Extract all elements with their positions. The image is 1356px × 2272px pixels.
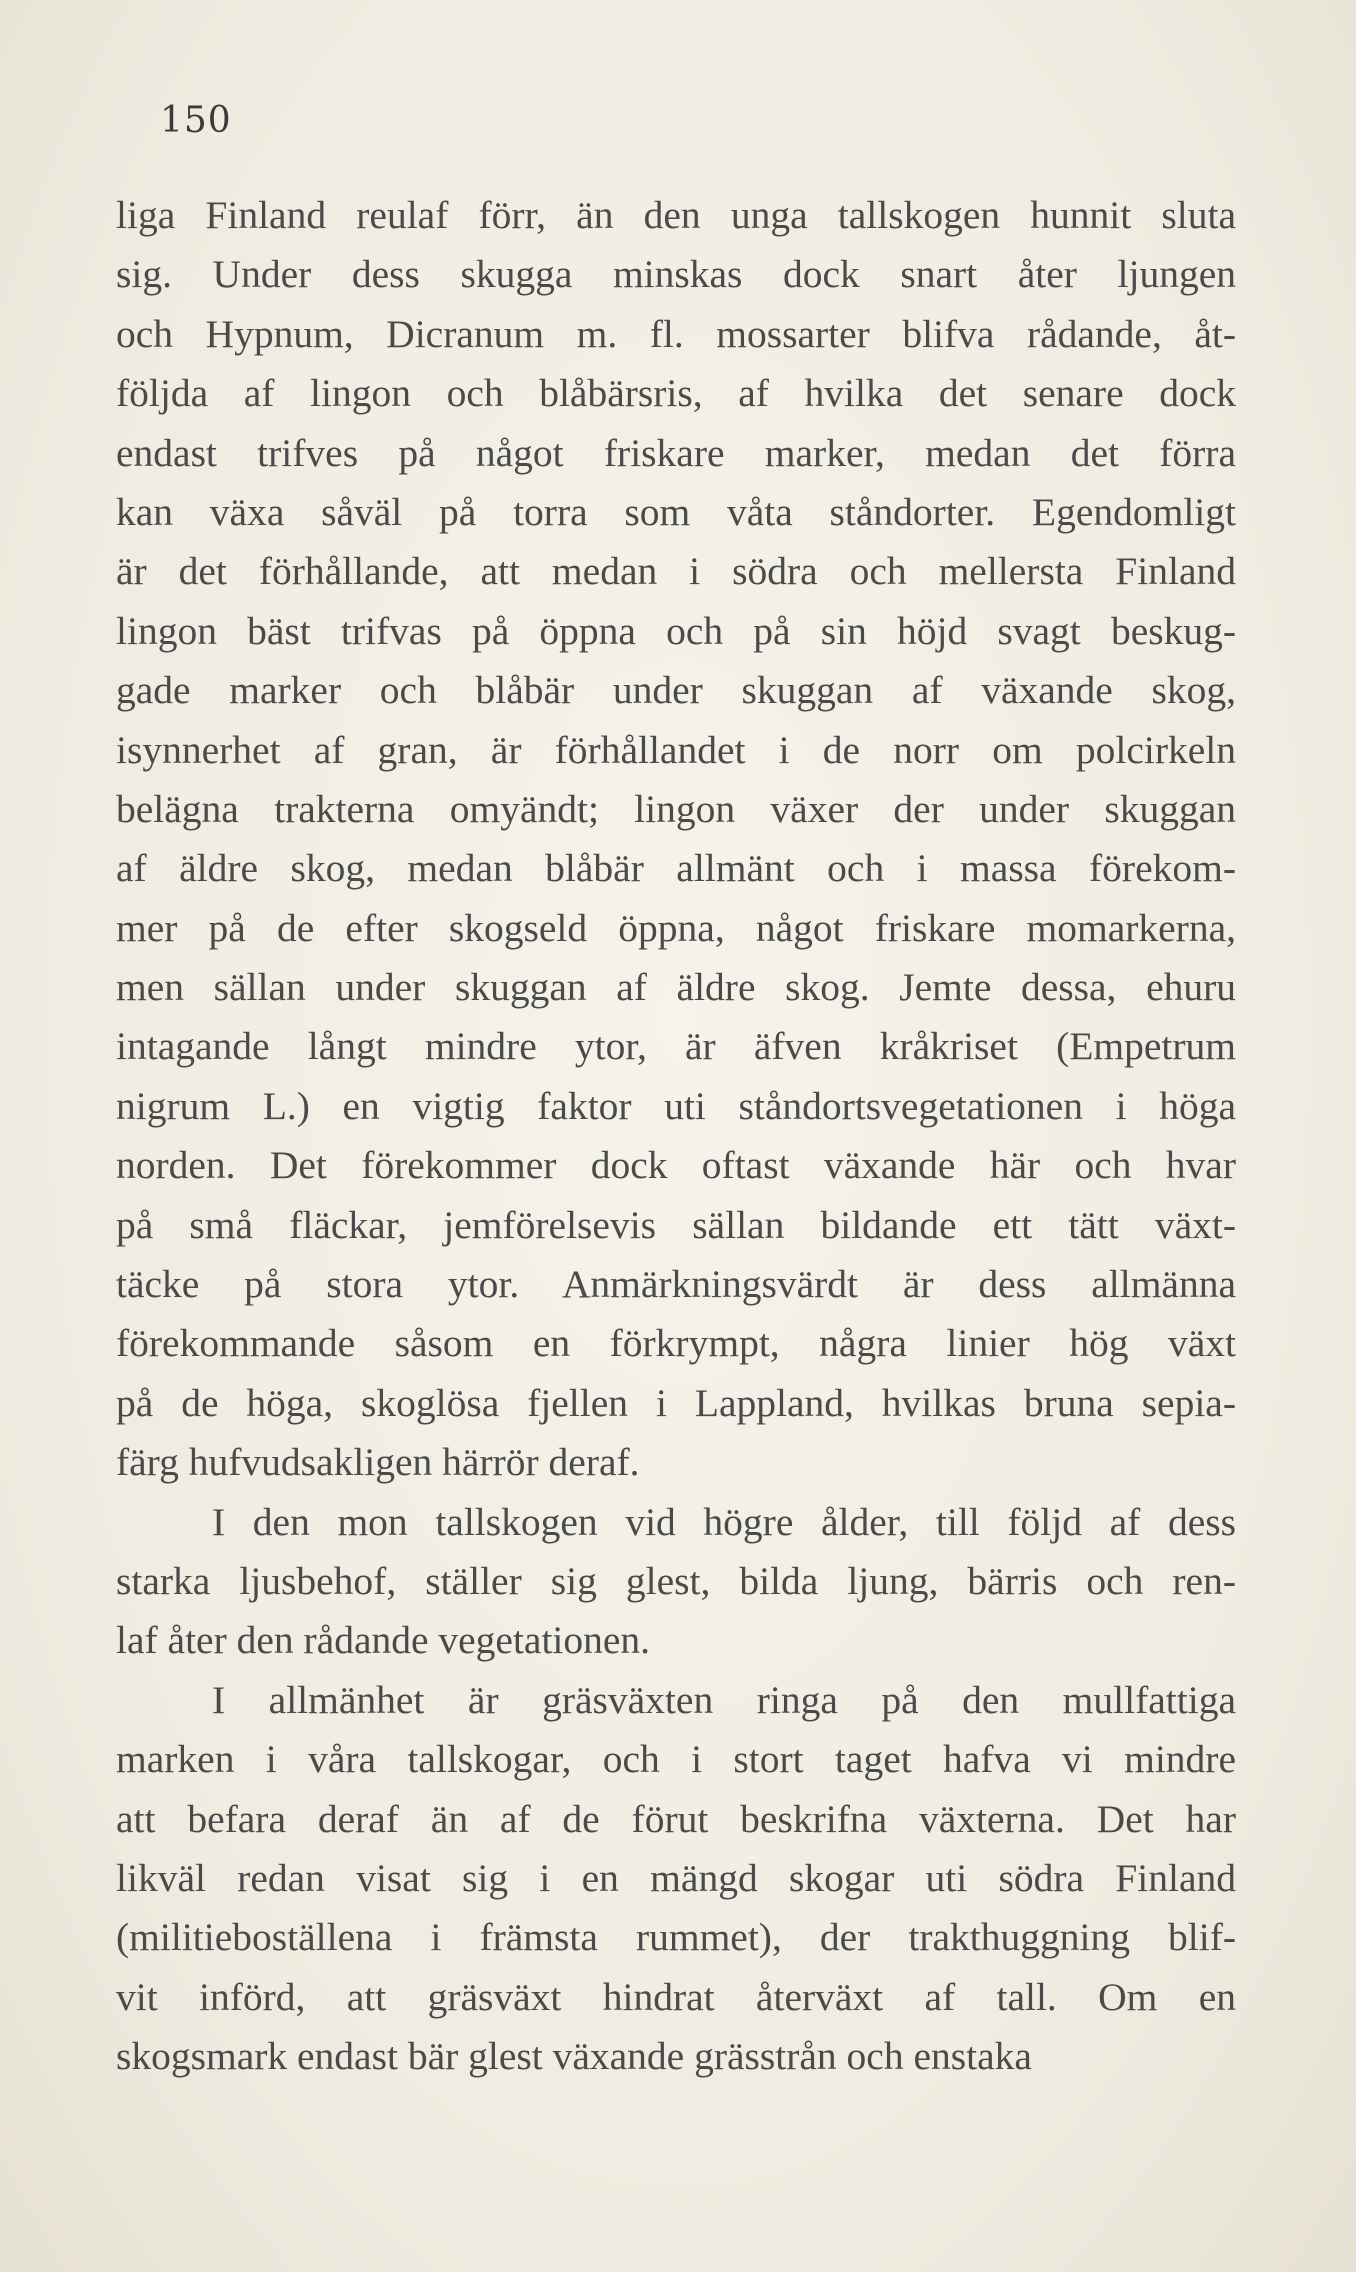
text-line: starka ljusbehof, ställer sig glest, bilda ljung, bärris och ren-	[116, 1558, 1236, 1603]
text-line: intagande långt mindre ytor, är äfven kråkriset (Empetrum	[116, 1024, 1236, 1069]
text-line: och Hypnum, Dicranum m. fl. mossarter blifva rådande, åt-	[116, 311, 1236, 356]
text-line: kan växa såväl på torra som våta ståndorter. Egendomligt	[116, 489, 1236, 534]
text-line: laf åter den rådande vegetationen.	[116, 1618, 651, 1663]
page-number: 150	[160, 100, 232, 141]
text-line: likväl redan visat sig i en mängd skogar uti södra Finland	[116, 1855, 1236, 1900]
text-line: lingon bäst trifvas på öppna och på sin höjd svagt beskug-	[116, 608, 1236, 653]
text-line: belägna trakterna omyändt; lingon växer der under skuggan	[116, 786, 1236, 831]
text-line: liga Finland reulaf förr, än den unga tallskogen hunnit sluta	[116, 193, 1236, 237]
text-line: I allmänhet är gräsväxten ringa på den mullfattiga	[212, 1677, 1236, 1722]
text-line: täcke på stora ytor. Anmärkningsvärdt är dess allmänna	[116, 1262, 1236, 1307]
text-line: men sällan under skuggan af äldre skog. Jemte dessa, ehuru	[116, 965, 1236, 1010]
text-line: skogsmark endast bär glest växande grässtrån och enstaka	[116, 2034, 1032, 2079]
text-line: mer på de efter skogseld öppna, något friskare momarkerna,	[116, 905, 1236, 950]
paragraph	[116, 186, 1236, 1493]
text-line: förekommande såsom en förkrympt, några linier hög växt	[116, 1321, 1236, 1366]
text-line: nigrum L.) en vigtig faktor uti ståndortsvegetationen i höga	[116, 1083, 1236, 1128]
text-line: (militieboställena i främsta rummet), der trakthuggning blif-	[116, 1915, 1236, 1960]
text-line: af äldre skog, medan blåbär allmänt och i massa förekom-	[116, 846, 1236, 891]
paragraph	[116, 1671, 1236, 2087]
text-line: sig. Under dess skugga minskas dock snart åter ljungen	[116, 252, 1236, 297]
text-line: på de höga, skoglösa fjellen i Lappland, hvilkas bruna sepia-	[116, 1380, 1236, 1425]
text-line: är det förhållande, att medan i södra och mellersta Finland	[116, 549, 1236, 594]
text-line: endast trifves på något friskare marker, medan det förra	[116, 430, 1236, 475]
text-line: att befara deraf än af de förut beskrifna växterna. Det har	[116, 1796, 1236, 1841]
paragraph	[116, 1493, 1236, 1671]
text-line: I den mon tallskogen vid högre ålder, till följd af dess	[212, 1499, 1236, 1544]
text-line: vit införd, att gräsväxt hindrat återväxt af tall. Om en	[116, 1974, 1236, 2019]
text-line: marken i våra tallskogar, och i stort taget hafva vi mindre	[116, 1737, 1236, 1782]
text-line: isynnerhet af gran, är förhållandet i de norr om polcirkeln	[116, 727, 1236, 772]
body-text	[116, 186, 1236, 2087]
text-line: på små fläckar, jemförelsevis sällan bildande ett tätt växt-	[116, 1202, 1236, 1247]
text-line: norden. Det förekommer dock oftast växande här och hvar	[116, 1143, 1236, 1188]
text-line: färg hufvudsakligen härrör deraf.	[116, 1440, 640, 1485]
text-line: följda af lingon och blåbärsris, af hvilka det senare dock	[116, 371, 1236, 416]
text-line: gade marker och blåbär under skuggan af växande skog,	[116, 668, 1236, 713]
